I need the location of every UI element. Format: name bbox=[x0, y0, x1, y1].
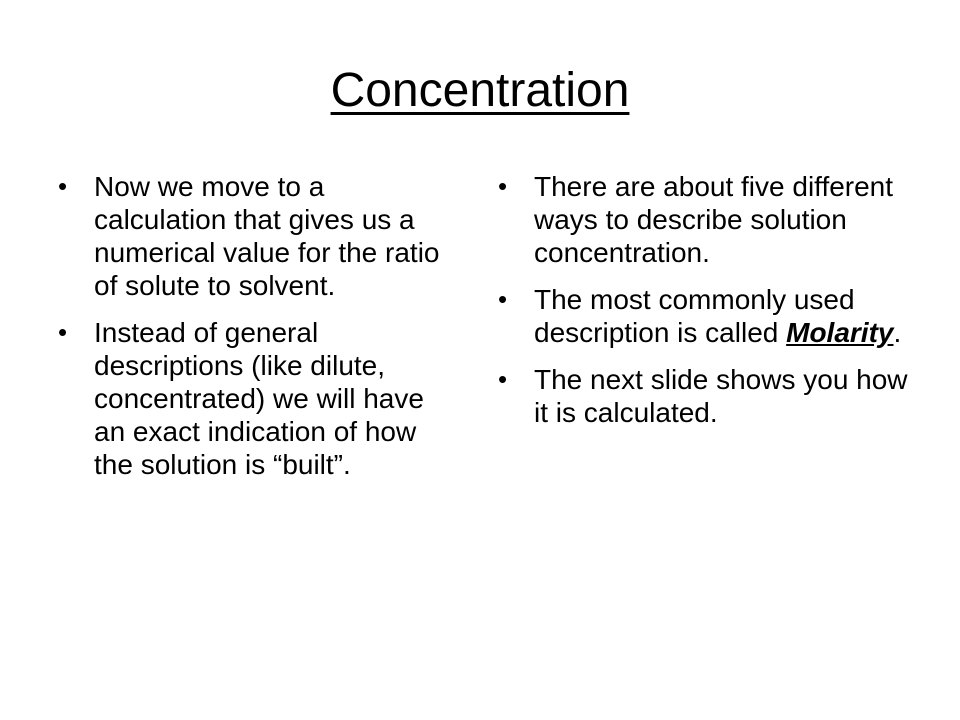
bullet-item bbox=[58, 316, 458, 481]
right-bullet-list bbox=[498, 170, 918, 443]
bullet-item bbox=[498, 283, 918, 349]
bullet-dot-icon: • bbox=[498, 284, 508, 314]
bullet-dot-icon: • bbox=[58, 171, 68, 201]
molarity-keyword: Molarity bbox=[786, 317, 894, 348]
bullet-text bbox=[534, 284, 901, 348]
bullet-text-prefix: The most commonly used description is called bbox=[534, 284, 855, 348]
bullet-text: Instead of general descriptions (like dilute, concentrated) we will have an exact indication of how the solution is “built”. bbox=[94, 317, 424, 480]
bullet-text: The next slide shows you how it is calculated. bbox=[534, 364, 908, 428]
bullet-dot-icon: • bbox=[498, 171, 508, 201]
bullet-text: There are about five different ways to describe solution concentration. bbox=[534, 171, 894, 268]
bullet-item bbox=[58, 170, 458, 302]
slide-title: Concentration bbox=[330, 64, 630, 117]
bullet-item bbox=[498, 363, 918, 429]
bullet-dot-icon: • bbox=[58, 317, 68, 347]
left-bullet-list bbox=[58, 170, 458, 495]
bullet-text: Now we move to a calculation that gives us a numerical value for the ratio of solute to solvent. bbox=[94, 171, 440, 301]
bullet-text-suffix: . bbox=[893, 317, 902, 348]
bullet-dot-icon: • bbox=[498, 364, 508, 394]
bullet-item bbox=[498, 170, 918, 269]
